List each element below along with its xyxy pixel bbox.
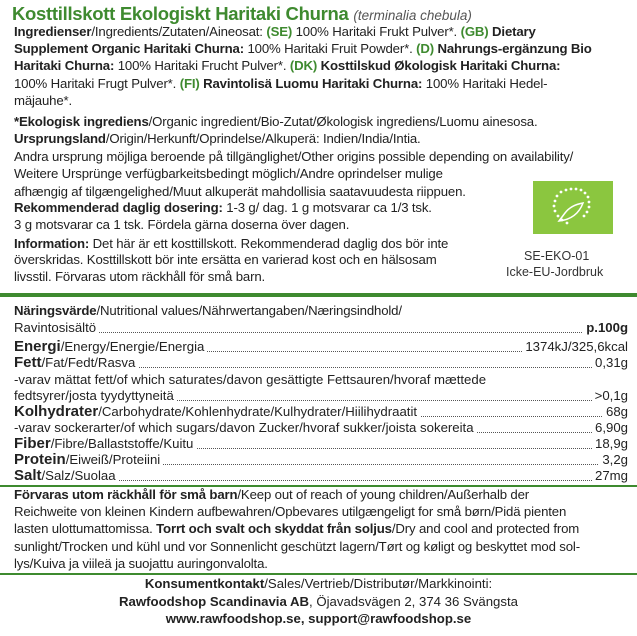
text-segment: Kolhydrater [14, 403, 99, 420]
product-title [12, 3, 472, 25]
nutrition-row [14, 388, 628, 404]
nutrition-row [14, 452, 628, 468]
text-segment: lys/Kuiva ja viileä ja suojattu auringonvalolta. [14, 555, 268, 571]
nutrient-label [14, 468, 119, 484]
ingredients-line [14, 76, 547, 92]
nutrient-label-text [14, 452, 163, 467]
text-segment: /Keep out of reach of young children/Außerhalb der [237, 487, 530, 502]
text-segment: 100% Haritaki Hedel- [422, 75, 548, 91]
nutrient-label-text [14, 468, 119, 483]
text-segment: Andra ursprung möjliga beroende på tillgänglighet/Other origins possible depending on availability/ [14, 148, 574, 164]
nutrient-label-text [14, 404, 420, 419]
organic-line [14, 131, 421, 147]
storage-line [14, 521, 579, 537]
text-segment: Fiber [14, 435, 51, 452]
nutrient-label [14, 339, 207, 355]
nutrient-label [14, 452, 163, 468]
text-segment: Energi [14, 338, 61, 355]
text-segment: Protein [14, 451, 66, 468]
text-segment: -varav sockerarter/of which sugars/davon Zucker/hvoraf sukker/joista sokereita [14, 420, 474, 435]
nutrient-label-text [14, 372, 489, 387]
storage-line [14, 487, 529, 503]
contact-line [0, 576, 637, 592]
text-segment: 100% Haritaki Frugt Pulver*. [14, 75, 180, 91]
information-line [14, 236, 448, 252]
contact-line [0, 611, 637, 627]
nutrient-value: >0,1g [592, 388, 628, 404]
text-segment: Ravintosisältö [14, 320, 97, 335]
text-segment: 1-3 g/ dag. 1 g motsvarar ca 1/3 tsk. [222, 200, 432, 215]
text-segment: (FI) [179, 75, 200, 91]
contact-line [0, 594, 637, 610]
text-segment: /Ingredients/Zutaten/Aineosat: [91, 24, 267, 39]
dosage-line [14, 200, 432, 216]
nutrition-row [14, 355, 628, 371]
text-segment: mäjauhe*. [14, 92, 73, 108]
nutrition-row [14, 320, 628, 336]
text-segment: /Fat/Fedt/Rasva [41, 355, 136, 370]
nutrient-label-text [14, 320, 99, 335]
text-segment: (D) [416, 41, 434, 57]
eko-code: SE-EKO-01 [524, 249, 590, 263]
nutrient-label [14, 372, 489, 388]
text-segment: fedtsyrer/josta tyydyttyneitä [14, 388, 174, 403]
text-segment: 100% Haritaki Frukt Pulver*. [292, 24, 461, 39]
text-segment: Nahrungs-ergänzung Bio [433, 41, 592, 57]
text-segment: Information: [14, 236, 90, 251]
text-segment: Dietary [488, 24, 536, 39]
text-segment: Det här är ett kosttillskott. Rekommenderad daglig dos bör inte [89, 236, 449, 251]
text-segment: Salt [14, 467, 42, 484]
ingredients-line [14, 58, 560, 74]
nutrient-label-text [14, 355, 138, 370]
dosage-line [14, 217, 349, 233]
text-segment: livsstil. Förvaras utom räckhåll för små barn. [14, 268, 266, 284]
eu-organic-leaf-icon [533, 181, 613, 234]
text-segment: Rekommenderad daglig dosering: [14, 200, 223, 215]
text-segment: överskridas. Kosttillskott bör inte ersätta en varierad kost och en hälsosam [14, 252, 437, 268]
text-segment: Förvaras utom räckhåll för små barn [14, 487, 238, 502]
text-segment: /Carbohydrate/Kohlenhydrate/Kulhydrater/Hiilihydraatit [98, 404, 418, 419]
nutrition-row [14, 420, 628, 436]
text-segment: afhængig af tilgængelighed/Muut alkuperät mahdollisia saatavuudesta riippuen. [14, 183, 466, 199]
organic-line [14, 114, 538, 130]
information-line [14, 269, 265, 285]
nutrient-value: 6,90g [592, 420, 628, 436]
text-segment: /Nutritional values/Nährwertangaben/Næringsindhold/ [96, 303, 402, 318]
nutrient-label [14, 404, 420, 420]
organic-line [14, 166, 443, 182]
nutrient-value: 18,9g [592, 436, 628, 452]
nutrient-label-text [14, 420, 477, 435]
section-divider [0, 573, 637, 575]
nutrient-label [14, 436, 196, 452]
text-segment: /Origin/Herkunft/Oprindelse/Alkuperä: Indien/India/Intia. [105, 131, 421, 147]
nutrient-label-text [14, 436, 196, 451]
nutrient-value: p.100g [583, 320, 628, 336]
information-line [14, 252, 437, 268]
dot-leader [14, 332, 628, 333]
text-segment: 3 g motsvarar ca 1 tsk. Fördela gärna doserna över dagen. [14, 217, 350, 233]
agriculture-origin: Icke-EU-Jordbruk [506, 265, 604, 279]
nutrition-row [14, 436, 628, 452]
storage-line [14, 539, 580, 555]
organic-line [14, 149, 573, 165]
nutrient-value: 1374kJ/325,6kcal [522, 339, 628, 355]
title-text: Kosttillskott Ekologiskt Haritaki Churna [12, 3, 349, 24]
ingredients-line [14, 93, 72, 109]
nutrient-label [14, 420, 477, 436]
text-segment: Ingredienser [14, 24, 92, 39]
nutrition-header-line [14, 303, 402, 319]
text-segment: /Fibre/Ballaststoffe/Kuitu [50, 436, 194, 451]
text-segment: /Salz/Suolaa [41, 468, 116, 483]
latin-name: (terminalia chebula) [353, 8, 472, 23]
nutrient-value: 27mg [592, 468, 628, 484]
nutrient-label [14, 388, 177, 404]
nutrition-row [14, 468, 628, 484]
text-segment: lasten ulottumattomissa. [14, 521, 157, 537]
text-segment: -varav mättat fett/of which saturates/davon gesättigte Fettsauren/hvoraf mættede [14, 372, 487, 387]
text-segment: Supplement Organic Haritaki Churna: [14, 41, 244, 57]
text-segment: www.rawfoodshop.se, support@rawfoodshop.se [165, 611, 472, 627]
nutrient-value: 0,31g [592, 355, 628, 371]
text-segment: /Energy/Energie/Energia [60, 339, 205, 354]
text-segment: Ravintolisä Luomu Haritaki Churna: [199, 75, 423, 91]
eu-organic-logo [533, 181, 613, 234]
text-segment: (DK) [289, 58, 318, 74]
text-segment: Konsumentkontakt [144, 576, 265, 591]
organic-line [14, 184, 466, 200]
nutrient-label [14, 355, 138, 371]
text-segment: /Sales/Vertrieb/Distributør/Markkinointi: [264, 576, 493, 591]
storage-line [14, 556, 268, 572]
nutrient-value: 3,2g [599, 452, 628, 468]
nutrient-label-text [14, 388, 177, 403]
text-segment: Fett [14, 354, 42, 371]
text-segment: 100% Haritaki Fruit Powder*. [243, 41, 417, 57]
nutrition-row [14, 372, 628, 388]
text-segment: /Organic ingredient/Bio-Zutat/Økologisk ingrediens/Luomu ainesosa. [148, 114, 538, 129]
ingredients-line [14, 24, 536, 40]
text-segment: /Dry and cool and protected from [391, 521, 580, 537]
section-divider [0, 293, 637, 297]
text-segment: /Eiweiß/Proteiini [65, 452, 161, 467]
text-segment: Rawfoodshop Scandinavia AB [119, 593, 310, 609]
text-segment: Kosttilskud Økologisk Haritaki Churna: [317, 58, 561, 74]
text-segment: Reichweite von kleinen Kindern aufbewahren/Opbevares utilgængeligt for små børn/Pidä pienten [14, 504, 567, 520]
nutrition-row [14, 339, 628, 355]
text-segment: Torrt och svalt och skyddat från soljus [156, 521, 392, 537]
storage-line [14, 504, 566, 520]
text-segment: Näringsvärde [14, 303, 97, 318]
text-segment: Ursprungsland [14, 131, 106, 147]
nutrition-row [14, 404, 628, 420]
text-segment: Weitere Ursprünge verfügbarkeitsbedingt möglich/Andre oprindelser mulige [14, 166, 443, 182]
nutrient-label [14, 320, 99, 336]
nutrient-label-text [14, 339, 207, 354]
ingredients-line [14, 41, 592, 57]
text-segment: , Öjavadsvägen 2, 374 36 Svängsta [309, 593, 518, 609]
text-segment: (SE) [266, 24, 293, 39]
text-segment: 100% Haritaki Frucht Pulver*. [114, 58, 290, 74]
text-segment: (GB) [460, 24, 489, 39]
text-segment: sunlight/Trocken und kühl und vor Sonnenlicht geschützt lagern/Tørt og køligt og beskyttet mod sol- [14, 538, 580, 554]
text-segment: Haritaki Churna: [14, 58, 115, 74]
nutrient-value: 68g [603, 404, 628, 420]
text-segment: *Ekologisk ingrediens [14, 114, 149, 129]
